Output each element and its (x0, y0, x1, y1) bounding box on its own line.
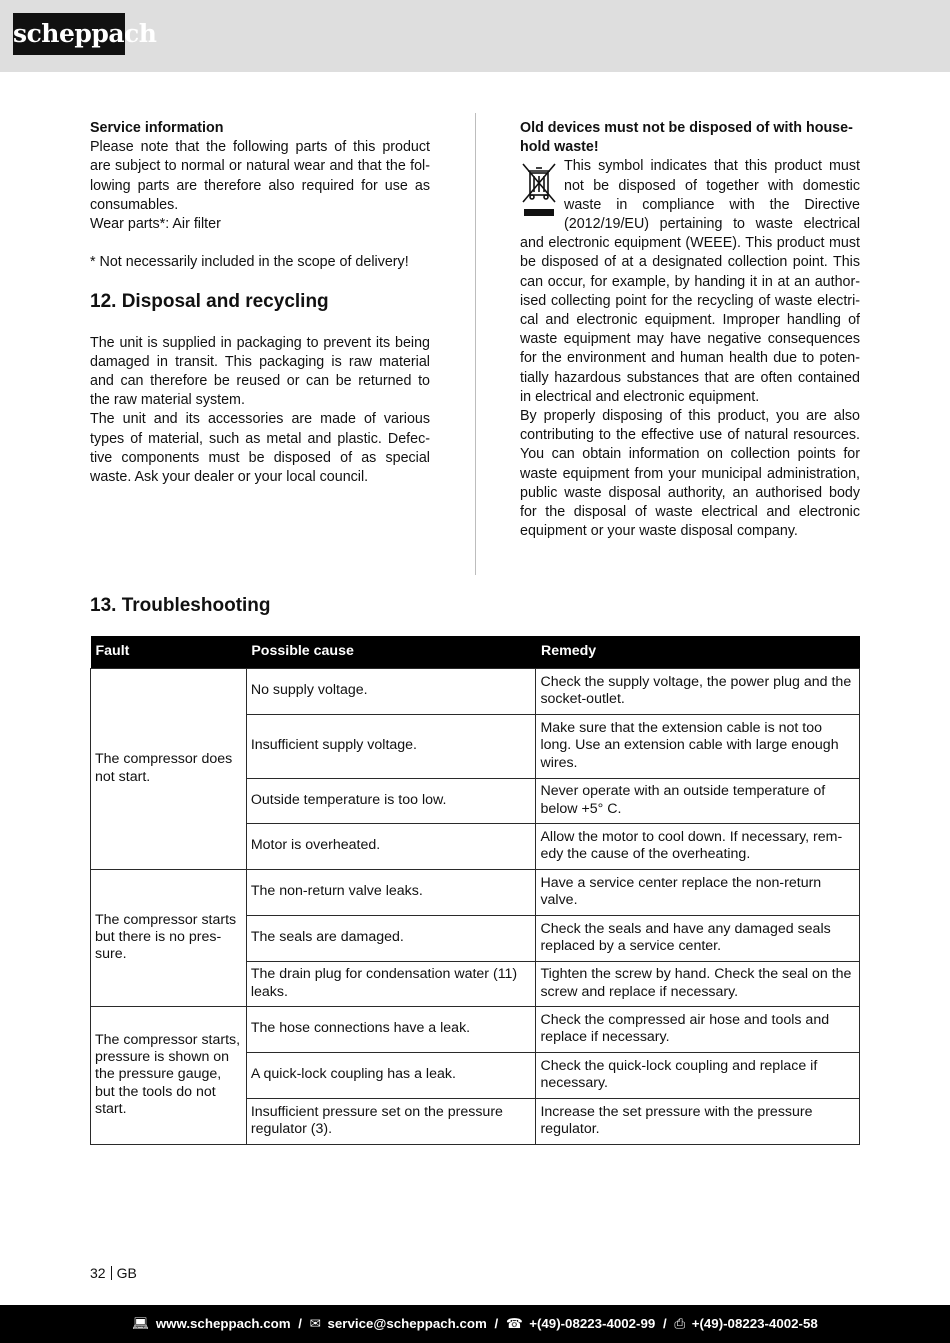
header-remedy: Remedy (536, 636, 860, 668)
remedy-cell: Check the seals and have any damaged seals replaced by a service center. (536, 915, 860, 961)
right-column (520, 119, 860, 541)
page-footer: 💻︎ www.scheppach.com / ✉︎ service@scheppach.com / ☎︎ +(49)-08223-4002-99 / ⎙ +(49)-08223-4002-58 (0, 1305, 950, 1343)
remedy-cell: Check the compressed air hose and tools and replace if necessary. (536, 1006, 860, 1052)
section-12-title: 12. Disposal and recycling (90, 290, 329, 312)
mail-icon: ✉︎ (309, 1316, 321, 1331)
table-row (91, 668, 860, 714)
page-number-value: 32 (90, 1265, 106, 1281)
remedy-cell: Allow the motor to cool down. If necessary, rem-edy the cause of the overheating. (536, 823, 860, 869)
cause-cell: Insufficient supply voltage. (246, 714, 536, 778)
weee-paragraph-1: This symbol indicates that this product must not be disposed of together with domestic waste in compliance with the Directive (2012/19/EU) pertaining to waste electrical and electronic equipment (WEEE). This product must be disposed of at a designated collection point. This can occur, for example, by handing it in at an author-ised collecting point for the recycling of waste electri-cal and electronic equipment. Improper handling of waste equipment may have negative consequences for the environment and human health due to poten-tially hazardous substances that are often contained in electrical and electronic equipment. (520, 158, 860, 405)
footnote-text: * Not necessarily included in the scope of delivery! (90, 254, 409, 271)
weee-heading: Old devices must not be disposed of with house-hold waste! (520, 120, 853, 156)
remedy-cell: Make sure that the extension cable is not too long. Use an extension cable with large enough wires. (536, 714, 860, 778)
table-row (91, 869, 860, 915)
service-heading: Service information (90, 120, 224, 136)
remedy-cell: Have a service center replace the non-return valve. (536, 869, 860, 915)
page-language: GB (116, 1265, 137, 1281)
remedy-cell: Tighten the screw by hand. Check the seal on the screw and replace if necessary. (536, 961, 860, 1006)
cause-cell: Insufficient pressure set on the pressure regulator (3). (246, 1098, 536, 1144)
column-divider (475, 113, 476, 575)
page-header (0, 0, 950, 72)
table-row (91, 1006, 860, 1052)
troubleshooting-table (90, 636, 860, 1145)
cause-cell: No supply voltage. (246, 668, 536, 714)
remedy-cell: Never operate with an outside temperature of below +5° C. (536, 778, 860, 823)
disposal-paragraph-2: The unit and its accessories are made of various types of material, such as metal and plastic. Defec-tive components must be disposed of as special waste. Ask your dealer or your local council. (90, 411, 430, 486)
footer-phone: +(49)-08223-4002-99 (529, 1316, 656, 1331)
computer-icon: 💻︎ (132, 1316, 150, 1331)
header-fault: Fault (91, 636, 247, 668)
cause-cell: The drain plug for condensation water (11) leaks. (246, 961, 536, 1006)
left-column (90, 119, 430, 487)
footer-website-link[interactable]: www.scheppach.com (155, 1316, 291, 1331)
remedy-cell: Increase the set pressure with the pressure regulator. (536, 1098, 860, 1144)
footer-fax: +(49)-08223-4002-58 (691, 1316, 818, 1331)
header-cause: Possible cause (246, 636, 536, 668)
fault-cell: The compressor starts, pressure is shown on the pressure gauge, but the tools do not start. (91, 1006, 247, 1144)
cause-cell: A quick-lock coupling has a leak. (246, 1052, 536, 1098)
footer-email-link[interactable]: service@scheppach.com (327, 1316, 487, 1331)
remedy-cell: Check the supply voltage, the power plug and the socket-outlet. (536, 668, 860, 714)
remedy-cell: Check the quick-lock coupling and replace if necessary. (536, 1052, 860, 1098)
cause-cell: Motor is overheated. (246, 823, 536, 869)
crossed-out-wheelie-bin-icon (520, 161, 560, 219)
cause-cell: The non-return valve leaks. (246, 869, 536, 915)
service-text: Please note that the following parts of this product are subject to normal or natural wear and that the fol-lowing parts are therefore also required for use as consumables. (90, 139, 430, 213)
cause-cell: The hose connections have a leak. (246, 1006, 536, 1052)
section-13-title: 13. Troubleshooting (90, 595, 271, 616)
wear-parts-text: Wear parts*: Air filter (90, 216, 221, 233)
cause-cell: The seals are damaged. (246, 915, 536, 961)
fault-cell: The compressor does not start. (91, 668, 247, 869)
page-number (90, 1264, 137, 1282)
weee-paragraph-2: By properly disposing of this product, you are also contributing to the effective use of natural resources. You can obtain information on collection points for waste equipment from your municipal administration, public waste disposal authority, an authorised body for the disposal of waste electrical and electronic equipment or your waste disposal company. (520, 408, 860, 540)
fault-cell: The compressor starts but there is no pres-sure. (91, 869, 247, 1006)
telephone-icon: ☎︎ (505, 1316, 523, 1331)
disposal-paragraph-1: The unit is supplied in packaging to prevent its being damaged in transit. This packaging is raw material and can therefore be reused or can be returned to the raw material system. (90, 334, 430, 409)
table-header-row (91, 636, 860, 668)
cause-cell: Outside temperature is too low. (246, 778, 536, 823)
brand-logo: scheppach (13, 13, 125, 55)
fax-icon: ⎙ (674, 1316, 686, 1331)
